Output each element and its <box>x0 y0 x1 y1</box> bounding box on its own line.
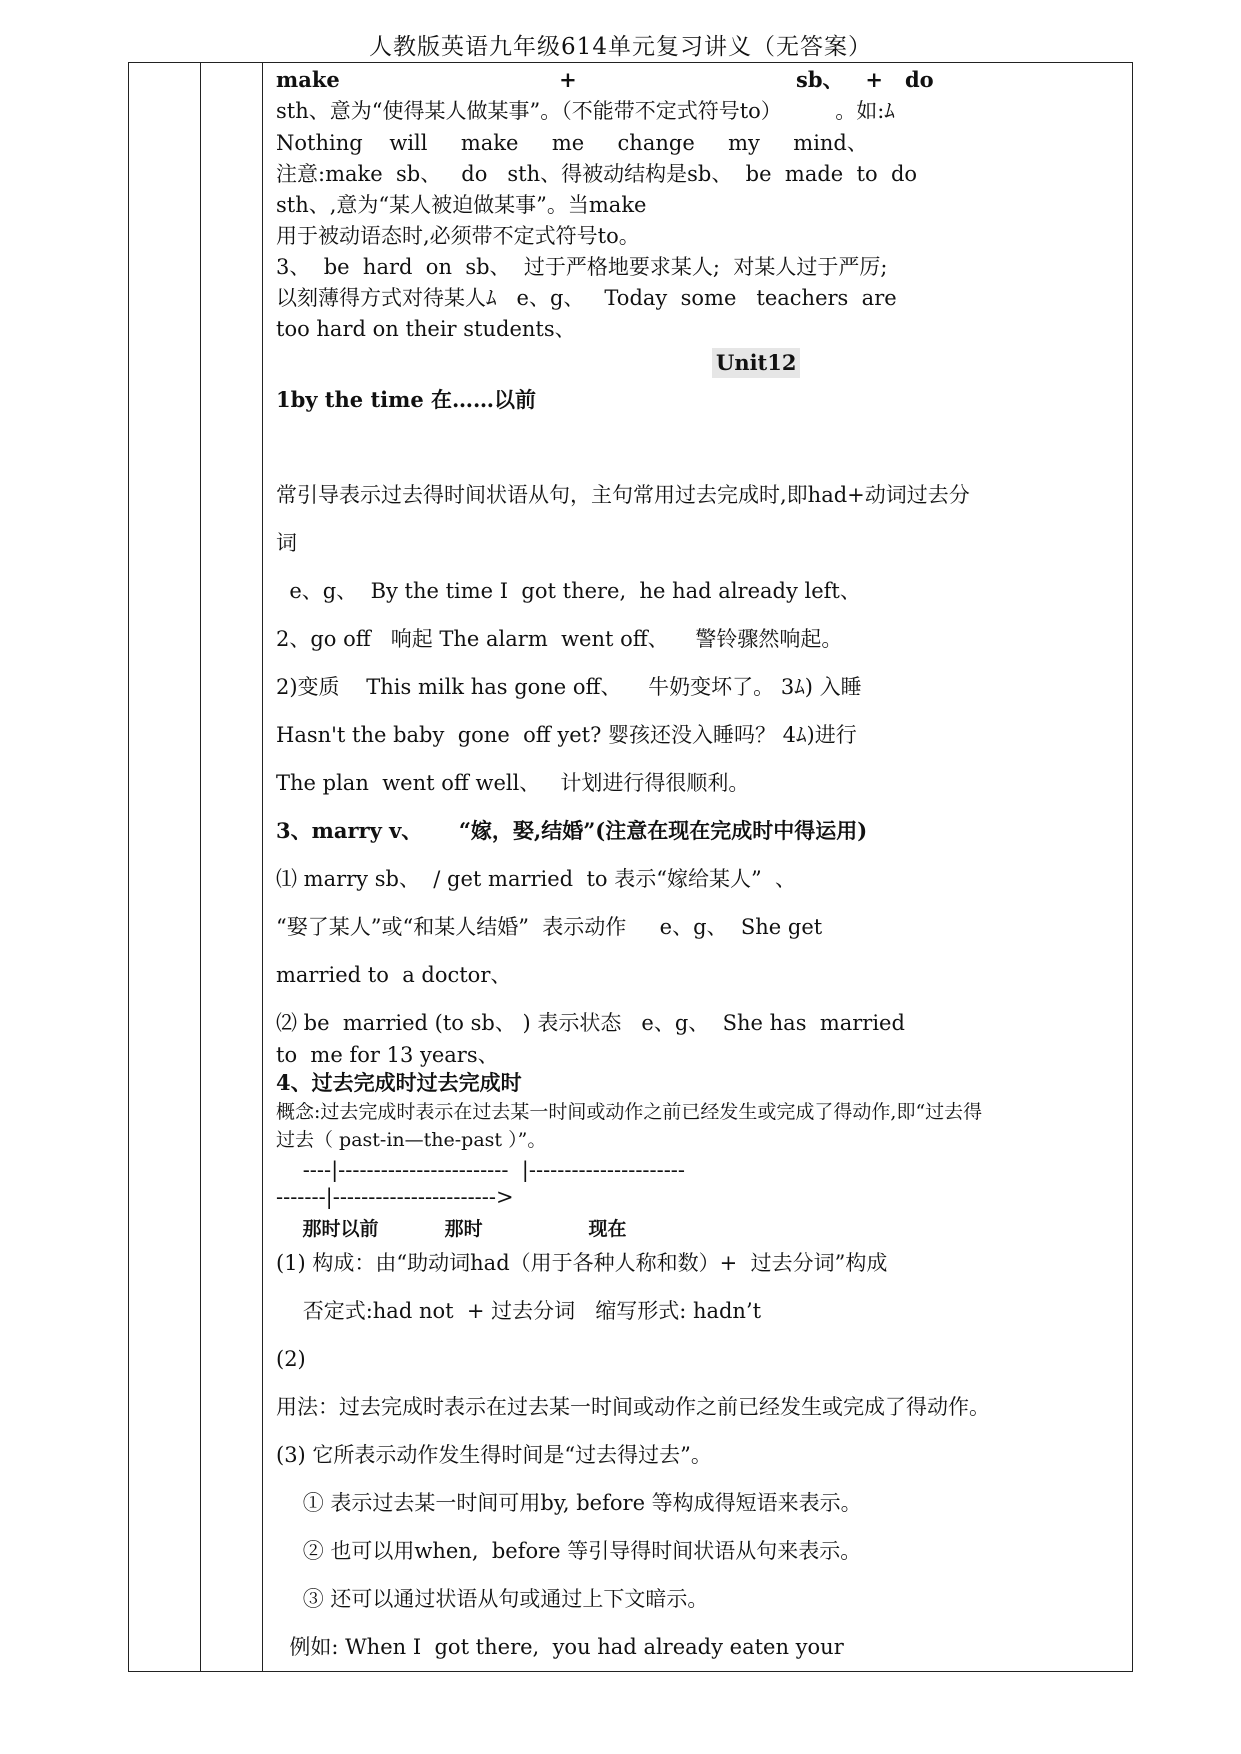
text-line: ① 表示过去某一时间可用by, before 等构成得短语来表示。 <box>276 1491 862 1515</box>
text-line: 例如: When I got there, you had already eaten your <box>276 1635 844 1659</box>
column-divider-1 <box>200 62 201 1672</box>
text-line: 注意:make sb、 do sth、得被动结构是sb、 be made to do <box>276 162 918 186</box>
content-cell <box>276 62 1126 1667</box>
text-line: 2)变质 This milk has gone off、 牛奶变坏了。 3ﾑ) 入睡 <box>276 675 862 699</box>
section-heading: 1by the time 在……以前 <box>276 387 537 412</box>
unit-heading: Unit12 <box>712 348 800 378</box>
text-line: too hard on their students、 <box>276 317 576 341</box>
text-line: 过去（ past-in—the-past ）”。 <box>276 1129 547 1151</box>
text-line: ③ 还可以通过状语从句或通过上下文暗示。 <box>276 1587 709 1611</box>
text-line: 词 <box>276 531 297 555</box>
column-divider-2 <box>262 62 263 1672</box>
text-line: sth、,意为“某人被迫做某事”。当make <box>276 193 647 217</box>
section-heading: 4、过去完成时过去完成时 <box>276 1070 522 1095</box>
text-line: make + sb、 + do <box>276 67 934 92</box>
text-line: (1) 构成：由“助动词had（用于各种人称和数）+ 过去分词”构成 <box>276 1251 888 1275</box>
text-line: “娶了某人”或“和某人结婚” 表示动作 e、g、 She get <box>276 915 823 939</box>
text-line: 否定式:had not + 过去分词 缩写形式: hadn’t <box>276 1299 762 1323</box>
text-line: 3、 be hard on sb、 过于严格地要求某人; 对某人过于严厉; <box>276 255 888 279</box>
timeline-line: -------|-----------------------> <box>276 1185 514 1209</box>
text-line: 用法：过去完成时表示在过去某一时间或动作之前已经发生或完成了得动作。 <box>276 1395 990 1419</box>
text-line: 常引导表示过去得时间状语从句，主句常用过去完成时,即had+动词过去分 <box>276 483 970 507</box>
text-line: sth、意为“使得某人做某事”。（不能带不定式符号to） 。如:ﾑ <box>276 99 895 123</box>
text-line: Nothing will make me change my mind、 <box>276 131 868 155</box>
text-line: ② 也可以用when, before 等引导得时间状语从句来表示。 <box>276 1539 862 1563</box>
section-heading: 2、go off 响起 The alarm went off、 警铃骤然响起。 <box>276 627 843 651</box>
text-line: ⑵ be married (to sb、 ) 表示状态 e、g、 She has married <box>276 1011 905 1035</box>
text-line: 以刻薄得方式对待某人ﾑ e、g、 Today some teachers are <box>276 286 897 310</box>
text-line: married to a doctor、 <box>276 963 512 987</box>
text-line: (3) 它所表示动作发生得时间是“过去得过去”。 <box>276 1443 712 1467</box>
section-heading: 3、marry v、 “嫁，娶,结婚”(注意在现在完成时中得运用) <box>276 818 868 843</box>
page-header: 人教版英语九年级614单元复习讲义（无答案） <box>369 34 872 60</box>
text-line: 用于被动语态时,必须带不定式符号to。 <box>276 224 640 248</box>
text-line: 概念:过去完成时表示在过去某一时间或动作之前已经发生或完成了得动作,即“过去得 <box>276 1101 983 1123</box>
text-line: (2) <box>276 1347 306 1371</box>
timeline-line: ----|------------------------ |---------------------- <box>276 1158 685 1182</box>
timeline-labels: 那时以前 那时 现在 <box>276 1218 627 1240</box>
text-line: to me for 13 years、 <box>276 1043 499 1067</box>
text-line: The plan went off well、 计划进行得很顺利。 <box>276 771 750 795</box>
text-line: ⑴ marry sb、 / get married to 表示“嫁给某人” 、 <box>276 867 797 891</box>
text-line: Hasn't the baby gone off yet? 婴孩还没入睡吗？ 4ﾑ)进行 <box>276 723 857 747</box>
text-line: e、g、 By the time I got there, he had already left、 <box>276 579 861 603</box>
